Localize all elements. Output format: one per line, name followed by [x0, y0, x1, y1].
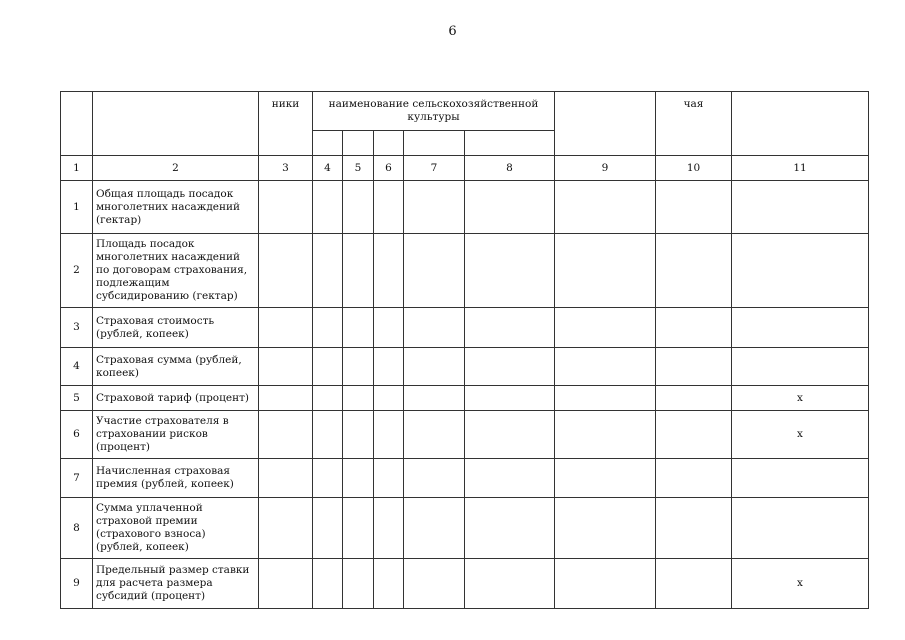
- table-cell: [656, 348, 732, 386]
- row-number: 9: [61, 559, 93, 609]
- table-cell: [404, 411, 465, 459]
- row-label: Участие страхователя в страховании рисков (процент): [93, 411, 259, 459]
- table-row: [61, 559, 869, 609]
- table-cell: [374, 386, 404, 411]
- table-cell: [656, 411, 732, 459]
- table-cell: [343, 411, 374, 459]
- page-number: 6: [448, 24, 457, 39]
- table-cell: [656, 459, 732, 498]
- table-cell: [343, 386, 374, 411]
- table-cell: [259, 348, 313, 386]
- table-cell: [374, 498, 404, 559]
- header-cell-3: ники: [259, 92, 313, 156]
- table-cell: [343, 181, 374, 234]
- column-number: 3: [259, 156, 313, 181]
- row-label: Страховой тариф (процент): [93, 386, 259, 411]
- row-label: Площадь посадок многолетних насаждений по договорам страхования, подлежащим субсидированию (гектар): [93, 234, 259, 308]
- column-number: 7: [404, 156, 465, 181]
- table-cell: [465, 559, 555, 609]
- table-cell: [259, 411, 313, 459]
- column-11-cell: х: [732, 386, 869, 411]
- table-cell: [313, 181, 343, 234]
- table-cell: [259, 308, 313, 348]
- table-cell: [656, 386, 732, 411]
- table-cell: [374, 181, 404, 234]
- row-number: 7: [61, 459, 93, 498]
- table-cell: [555, 234, 656, 308]
- row-number: 2: [61, 234, 93, 308]
- table-cell: [374, 459, 404, 498]
- row-number: 6: [61, 411, 93, 459]
- crop-subheader-5: [343, 131, 374, 156]
- column-number: 8: [465, 156, 555, 181]
- table-cell: [374, 348, 404, 386]
- table-cell: [555, 348, 656, 386]
- crop-subheader-8: [465, 131, 555, 156]
- row-number: 4: [61, 348, 93, 386]
- header-cell-11: [732, 92, 869, 156]
- table-cell: [374, 234, 404, 308]
- table-cell: [343, 308, 374, 348]
- table-cell: [313, 348, 343, 386]
- table-cell: [465, 181, 555, 234]
- column-11-cell: [732, 459, 869, 498]
- row-number: 1: [61, 181, 93, 234]
- table-cell: [555, 459, 656, 498]
- column-number-row: [61, 156, 869, 181]
- table-row: [61, 308, 869, 348]
- table-cell: [313, 386, 343, 411]
- table-cell: [259, 459, 313, 498]
- crop-subheader-7: [404, 131, 465, 156]
- column-11-cell: [732, 234, 869, 308]
- column-11-cell: [732, 498, 869, 559]
- column-number: 1: [61, 156, 93, 181]
- table-body: [61, 181, 869, 609]
- table-cell: [313, 234, 343, 308]
- table-cell: [404, 348, 465, 386]
- column-number: 2: [93, 156, 259, 181]
- table-row: [61, 386, 869, 411]
- table-cell: [656, 234, 732, 308]
- column-number: 5: [343, 156, 374, 181]
- table-cell: [343, 559, 374, 609]
- table-cell: [343, 348, 374, 386]
- header-cell-1: [61, 92, 93, 156]
- row-label: Начисленная страховая премия (рублей, копеек): [93, 459, 259, 498]
- table-cell: [404, 498, 465, 559]
- table-cell: [259, 498, 313, 559]
- table-cell: [343, 459, 374, 498]
- table-cell: [465, 386, 555, 411]
- table-cell: [374, 308, 404, 348]
- table-row: [61, 181, 869, 234]
- table-cell: [555, 498, 656, 559]
- table-cell: [656, 559, 732, 609]
- table-cell: [343, 234, 374, 308]
- table-cell: [374, 411, 404, 459]
- table-cell: [555, 411, 656, 459]
- row-label: Страховая стоимость (рублей, копеек): [93, 308, 259, 348]
- table-row: [61, 234, 869, 308]
- header-cell-10: чая: [656, 92, 732, 156]
- column-number: 4: [313, 156, 343, 181]
- table-cell: [313, 559, 343, 609]
- crop-group-header: наименование сельскохозяйственной культуры: [313, 92, 555, 131]
- subsidy-report-table: [60, 91, 869, 609]
- column-11-cell: [732, 348, 869, 386]
- table-cell: [259, 559, 313, 609]
- row-label: Сумма уплаченной страховой премии (страхового взноса) (рублей, копеек): [93, 498, 259, 559]
- row-number: 8: [61, 498, 93, 559]
- table-cell: [313, 498, 343, 559]
- table-cell: [313, 411, 343, 459]
- table-row: [61, 459, 869, 498]
- row-label: Предельный размер ставки для расчета размера субсидий (процент): [93, 559, 259, 609]
- table-cell: [465, 308, 555, 348]
- table-row: [61, 348, 869, 386]
- column-number: 10: [656, 156, 732, 181]
- table-header: [61, 92, 869, 181]
- table-cell: [343, 498, 374, 559]
- table-cell: [259, 181, 313, 234]
- table-cell: [404, 559, 465, 609]
- table-cell: [465, 348, 555, 386]
- table-cell: [404, 234, 465, 308]
- table-cell: [404, 459, 465, 498]
- column-11-cell: [732, 308, 869, 348]
- column-11-cell: х: [732, 411, 869, 459]
- table-cell: [465, 411, 555, 459]
- table-cell: [555, 386, 656, 411]
- table-cell: [555, 181, 656, 234]
- column-11-cell: [732, 181, 869, 234]
- column-number: 6: [374, 156, 404, 181]
- row-label: Страховая сумма (рублей, копеек): [93, 348, 259, 386]
- table-cell: [259, 386, 313, 411]
- table-row: [61, 498, 869, 559]
- column-number: 9: [555, 156, 656, 181]
- header-cell-9: [555, 92, 656, 156]
- table-row: [61, 411, 869, 459]
- table-cell: [404, 308, 465, 348]
- table-cell: [374, 559, 404, 609]
- crop-subheader-4: [313, 131, 343, 156]
- table-cell: [555, 559, 656, 609]
- table-cell: [465, 498, 555, 559]
- table-cell: [404, 181, 465, 234]
- header-cell-2: [93, 92, 259, 156]
- table-cell: [555, 308, 656, 348]
- table-cell: [259, 234, 313, 308]
- row-number: 3: [61, 308, 93, 348]
- table-cell: [465, 234, 555, 308]
- table-cell: [313, 459, 343, 498]
- row-number: 5: [61, 386, 93, 411]
- table-cell: [656, 498, 732, 559]
- column-number: 11: [732, 156, 869, 181]
- table-cell: [313, 308, 343, 348]
- crop-subheader-6: [374, 131, 404, 156]
- row-label: Общая площадь посадок многолетних насаждений (гектар): [93, 181, 259, 234]
- table-cell: [404, 386, 465, 411]
- table-cell: [465, 459, 555, 498]
- table-cell: [656, 308, 732, 348]
- column-11-cell: х: [732, 559, 869, 609]
- table-cell: [656, 181, 732, 234]
